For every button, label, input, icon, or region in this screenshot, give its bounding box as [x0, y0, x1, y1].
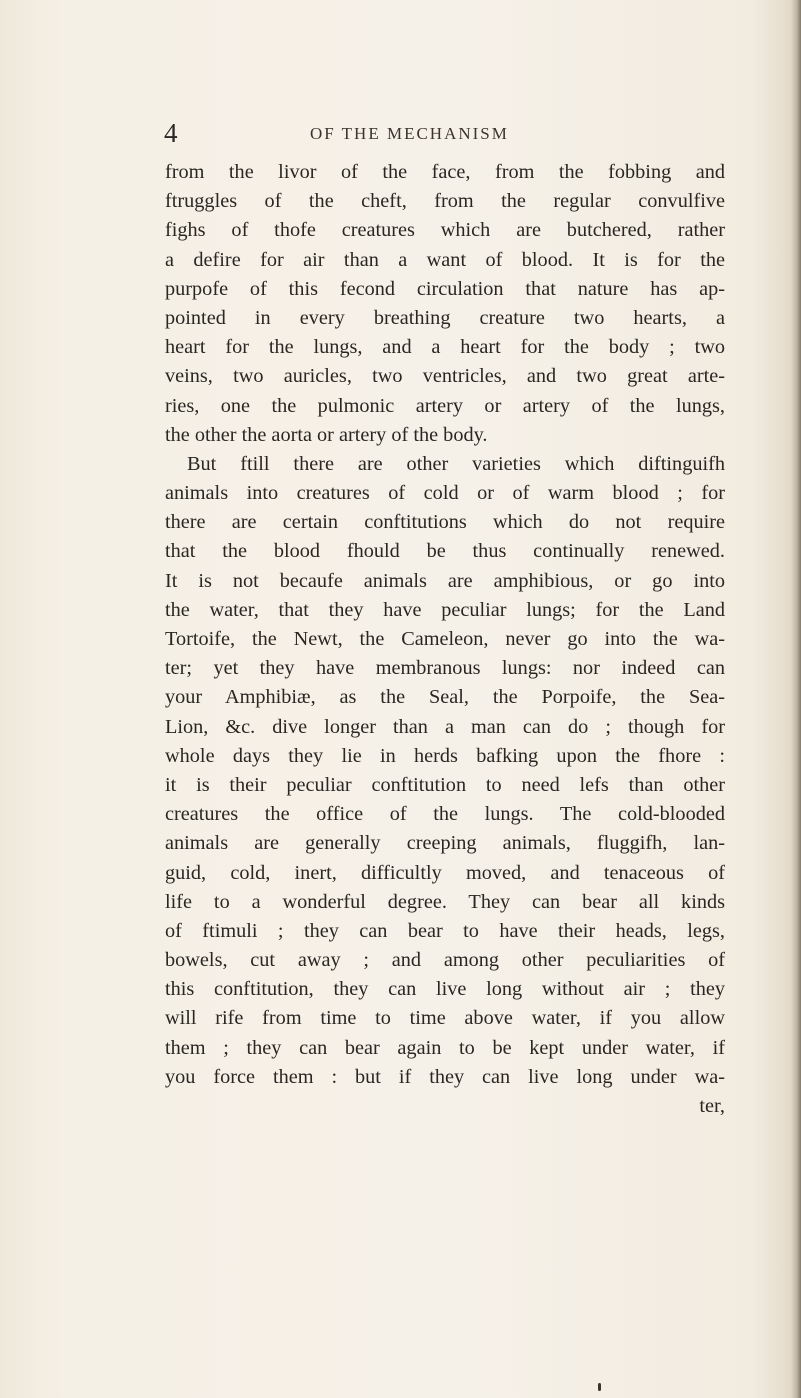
text-line: purpofe of this fecond circulation that nature has ap-: [165, 277, 725, 300]
text-line: a defire for air than a want of blood. It is for the: [165, 248, 725, 271]
text-line: heart for the lungs, and a heart for the body ; two: [165, 336, 725, 359]
running-head: OF THE MECHANISM: [310, 124, 509, 143]
text-line: ries, one the pulmonic artery or artery of the lungs,: [165, 394, 725, 417]
ink-speck: [598, 1383, 601, 1391]
paragraph-start-line: But ftill there are other varieties which diftinguifh: [187, 452, 725, 475]
text-line: it is their peculiar conftitution to need lefs than other: [165, 773, 725, 796]
text-line: guid, cold, inert, difficultly moved, and tenaceous of: [165, 861, 725, 884]
text-line: pointed in every breathing creature two hearts, a: [165, 306, 725, 329]
text-line: will rife from time to time above water, if you allow: [165, 1007, 725, 1030]
text-line: fighs of thofe creatures which are butchered, rather: [165, 219, 725, 242]
text-line: this conftitution, they can live long without air ; they: [165, 978, 725, 1001]
text-line: you force them : but if they can live long under wa-: [165, 1065, 725, 1088]
text-line: It is not becaufe animals are amphibious, or go into: [165, 569, 725, 592]
body-text: [165, 158, 725, 1121]
text-line: of ftimuli ; they can bear to have their heads, legs,: [165, 919, 725, 942]
text-line: ter; yet they have membranous lungs: nor indeed can: [165, 657, 725, 680]
page-number: 4: [164, 118, 178, 148]
text-line: them ; they can bear again to be kept under water, if: [165, 1036, 725, 1059]
page-edge-shadow: [791, 0, 801, 1398]
text-line: from the livor of the face, from the fobbing and: [165, 161, 725, 183]
text-line: the water, that they have peculiar lungs; for the Land: [165, 598, 725, 621]
text-line: life to a wonderful degree. They can bear all kinds: [165, 890, 725, 913]
paragraph-end-line: the other the aorta or artery of the body.: [165, 423, 488, 446]
text-line: there are certain conftitutions which do not require: [165, 511, 725, 534]
text-line: Lion, &c. dive longer than a man can do ; though for: [165, 715, 725, 738]
text-line: whole days they lie in herds bafking upon the fhore :: [165, 744, 725, 767]
text-line: veins, two auricles, two ventricles, and two great arte-: [165, 365, 725, 388]
text-line: creatures the office of the lungs. The cold-blooded: [165, 803, 725, 826]
page-header: [0, 118, 801, 148]
text-line: Tortoife, the Newt, the Cameleon, never go into the wa-: [165, 628, 725, 650]
text-line: that the blood fhould be thus continually renewed.: [165, 540, 725, 563]
text-line: your Amphibiæ, as the Seal, the Porpoife, the Sea-: [165, 686, 725, 709]
text-line: ftruggles of the cheft, from the regular convulfive: [165, 190, 725, 213]
text-line: animals are generally creeping animals, fluggifh, lan-: [165, 832, 725, 855]
text-line: animals into creatures of cold or of warm blood ; for: [165, 482, 725, 505]
text-line: bowels, cut away ; and among other peculiarities of: [165, 949, 725, 972]
catchword: ter,: [699, 1095, 725, 1117]
